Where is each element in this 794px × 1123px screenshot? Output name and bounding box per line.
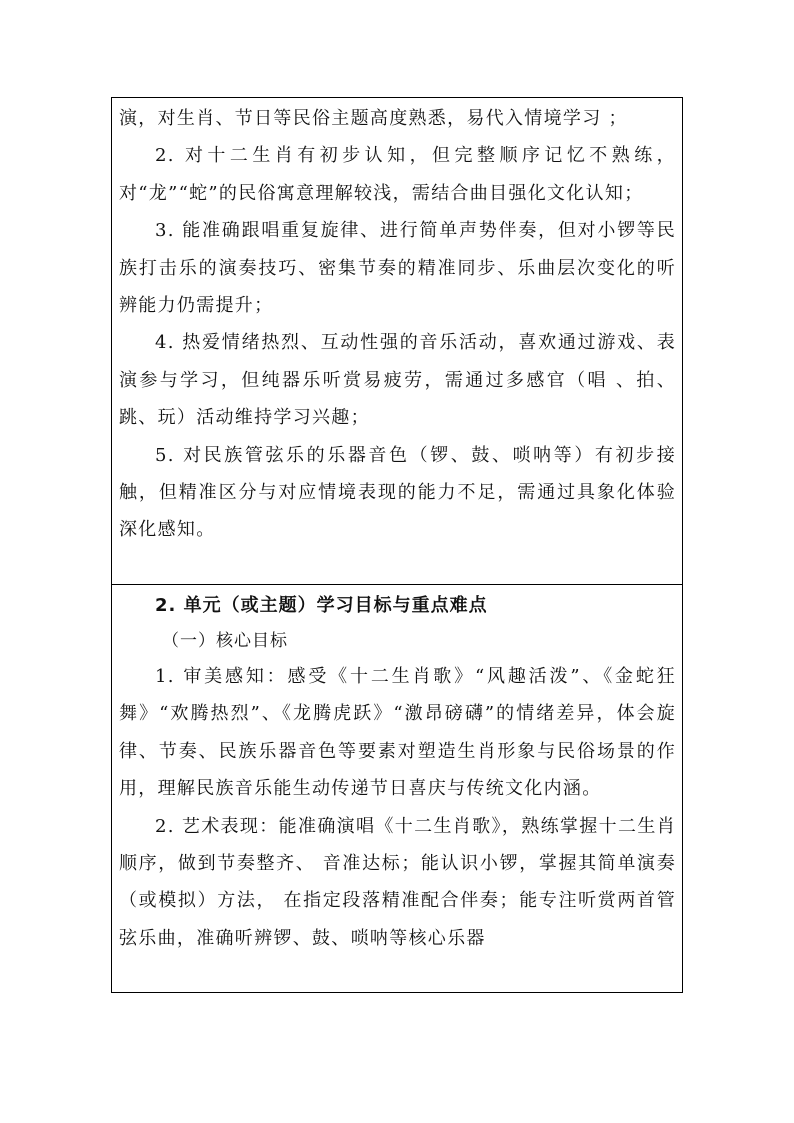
paragraph-item-2: 2. 对十二生肖有初步认知，但完整顺序记忆不熟练，对“龙”“蛇”的民俗寓意理解较浅，需结合曲目强化文化认知； (119, 145, 676, 204)
goal-artistic-expression: 2. 艺术表现：能准确演唱《十二生肖歌》，熟练掌握十二生肖顺序，做到节奏整齐、 音准达标；能认识小锣，掌握其简单演奏（或模拟）方法， 在指定段落精准配合伴奏；能专注听赏两首管弦乐曲，准确听辨锣、鼓、唢呐等核心乐器 (119, 815, 676, 949)
document-table (111, 97, 683, 993)
section-heading: 2. 单元（或主题）学习目标与重点难点 (155, 595, 488, 616)
paragraph-continued: 演，对生肖、节日等民俗主题高度熟悉，易代入情境学习 ； (119, 108, 628, 129)
learning-goals-cell (112, 584, 682, 992)
goal-aesthetic-perception: 1. 审美感知：感受《十二生肖歌》“风趣活泼”、《金蛇狂舞》“欢腾热烈”、《龙腾虎跃》“激昂磅礴”的情绪差异，体会旋律、节奏、民族乐器音色等要素对塑造生肖形象与民俗场景的作用，理解民族音乐能生动传递节日喜庆与传统文化内涵。 (119, 666, 676, 800)
student-analysis-cell (112, 98, 682, 584)
paragraph-item-3: 3. 能准确跟唱重复旋律、进行简单声势伴奏，但对小锣等民族打击乐的演奏技巧、密集节奏的精准同步、乐曲层次变化的听辨能力仍需提升； (119, 220, 676, 317)
paragraph-item-4: 4. 热爱情绪热烈、互动性强的音乐活动，喜欢通过游戏、表演参与学习，但纯器乐听赏易疲劳，需通过多感官（唱 、拍、跳、玩）活动维持学习兴趣； (119, 332, 676, 429)
paragraph-item-5: 5. 对民族管弦乐的乐器音色（锣、鼓、唢呐等）有初步接触，但精准区分与对应情境表现的能力不足，需通过具象化体验深化感知。 (119, 444, 676, 541)
section-subheading: （一）核心目标 (162, 631, 288, 651)
